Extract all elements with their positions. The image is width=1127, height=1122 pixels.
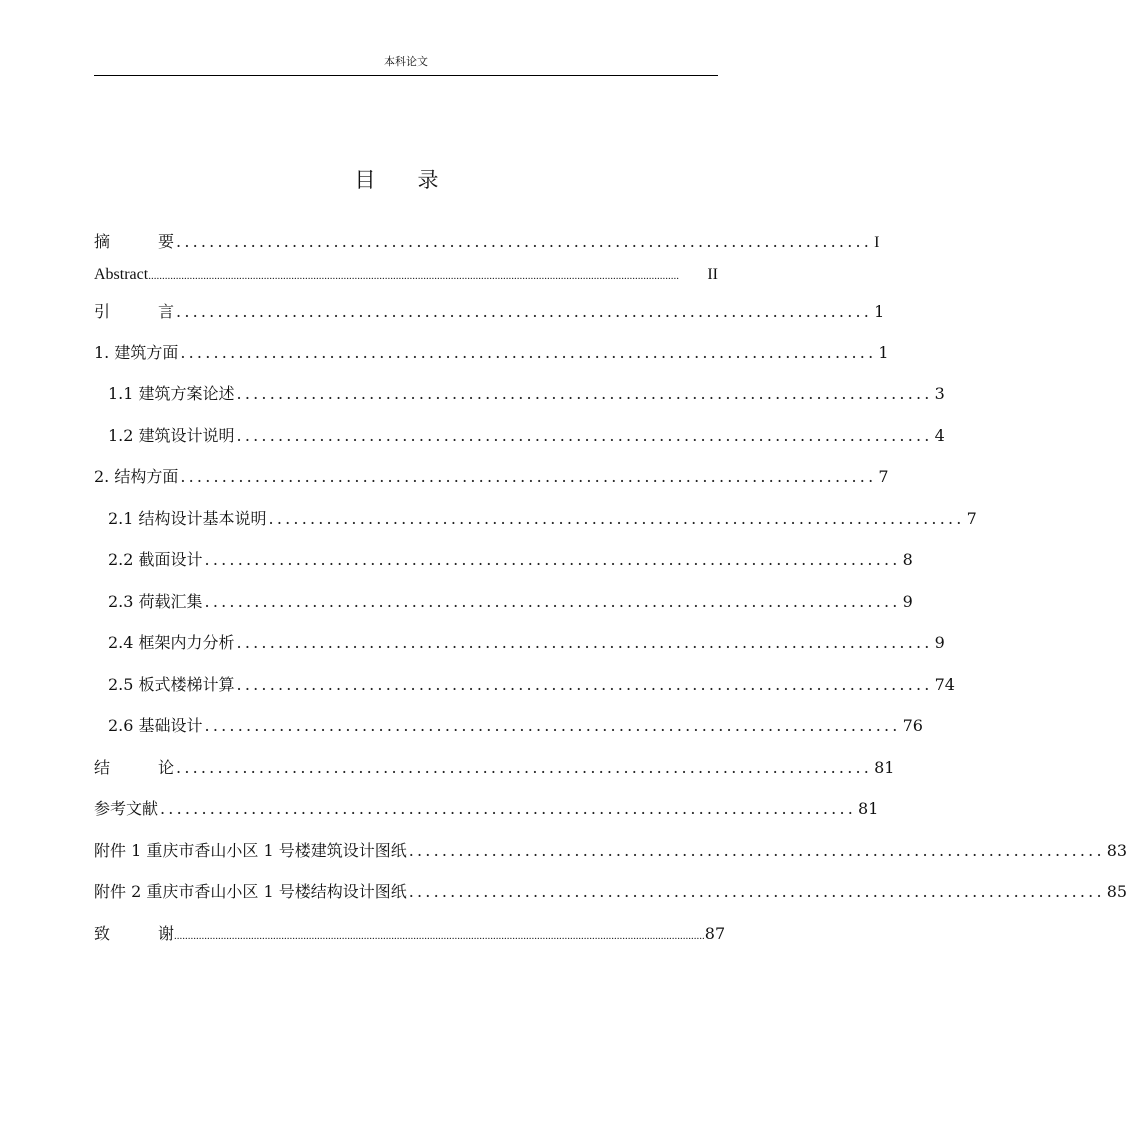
toc-entry-page: 9: [902, 592, 913, 611]
toc-leader-dots: ....................................................................................: [236, 384, 933, 403]
toc-entry-section-1-1[interactable]: [108, 382, 945, 406]
toc-leader-dots: ....................................................................................: [268, 509, 965, 528]
toc-entry-section-2-6[interactable]: [108, 714, 923, 738]
toc-entry-conclusion[interactable]: [94, 756, 895, 780]
toc-entry-section-2-5[interactable]: [108, 673, 955, 697]
toc-entry-page: 3: [934, 384, 945, 403]
toc-entry-page: 74: [934, 675, 955, 694]
toc-entry-page: 7: [878, 467, 889, 486]
toc-entry-label: 附件 2 重庆市香山小区 1 号楼结构设计图纸: [94, 882, 407, 901]
toc-entry-page: 8: [902, 550, 913, 569]
toc-entry-label: 附件 1 重庆市香山小区 1 号楼建筑设计图纸: [94, 841, 407, 860]
toc-leader-dots: ....................................................................................: [204, 716, 901, 735]
toc-entry-label: 2.6 基础设计: [108, 716, 203, 735]
toc-entry-page: 1: [878, 343, 889, 362]
toc-title-char-1: 目: [354, 168, 376, 192]
toc-entry-page: I: [874, 234, 880, 251]
page-header: [94, 55, 718, 76]
toc-title-char-2: 录: [417, 168, 439, 192]
toc-entry-label: 参考文献: [94, 799, 159, 818]
toc-entry-section-1-2[interactable]: [108, 424, 945, 448]
toc-entry-page: 4: [934, 426, 945, 445]
toc-entry-page: II: [707, 266, 718, 283]
toc-leader-dots: ....................................................................................: [176, 758, 873, 777]
toc-entry-abstract-en[interactable]: [94, 263, 718, 287]
toc-leader-dots: ....................................................................................: [408, 841, 1105, 860]
toc-entry-introduction[interactable]: [94, 300, 885, 324]
toc-entry-page: 83: [1106, 841, 1127, 860]
toc-entry-page: 81: [874, 758, 895, 777]
toc-entry-appendix-1[interactable]: [94, 839, 1127, 863]
toc-leader-dots: ....................................................................................: [176, 302, 873, 321]
toc-leader-dots: ....................................................................................: [204, 592, 901, 611]
toc-entry-section-2-1[interactable]: [108, 507, 977, 531]
toc-entry-label: 2.2 截面设计: [108, 550, 203, 569]
toc-leader-dots: ....................................................................................: [180, 343, 877, 362]
toc-entry-appendix-2[interactable]: [94, 880, 1127, 904]
toc-leader-dots: ....................................................................................: [160, 799, 857, 818]
toc-entry-label: 2.4 框架内力分析: [108, 633, 235, 652]
toc-entry-acknowledgements[interactable]: [94, 922, 726, 946]
toc-leader-dots: .................................................................................................................................................................................................: [174, 930, 705, 942]
toc-leader-dots: ....................................................................................: [236, 633, 933, 652]
toc-entry-page: 9: [934, 633, 945, 652]
toc-entry-section-1[interactable]: [94, 341, 889, 365]
toc-leader-dots: .................................................................................................................................................................................................: [148, 270, 679, 282]
toc-entry-label: 1. 建筑方面: [94, 343, 179, 362]
toc-entry-label: 结 论: [94, 758, 175, 777]
toc-entry-label: 1.1 建筑方案论述: [108, 384, 235, 403]
toc-entry-abstract-cn[interactable]: [94, 230, 880, 254]
toc-leader-dots: ....................................................................................: [180, 467, 877, 486]
toc-entry-page: 1: [874, 302, 885, 321]
toc-entry-page: 7: [966, 509, 977, 528]
toc-entry-label: 2.1 结构设计基本说明: [108, 509, 267, 528]
header-text: 本科论文: [384, 55, 428, 68]
toc-entry-label: 2.5 板式楼梯计算: [108, 675, 235, 694]
toc-leader-dots: ....................................................................................: [236, 426, 933, 445]
toc-entry-page: 85: [1106, 882, 1127, 901]
toc-entry-section-2-3[interactable]: [108, 590, 913, 614]
toc-entry-label: 致 谢: [94, 924, 175, 943]
toc-entry-label: 摘 要: [94, 232, 175, 251]
toc-entry-label: 1.2 建筑设计说明: [108, 426, 235, 445]
toc-entry-page: 87: [704, 924, 726, 943]
toc-entry-section-2-4[interactable]: [108, 631, 945, 655]
toc-entry-section-2-2[interactable]: [108, 548, 913, 572]
toc-leader-dots: ....................................................................................: [236, 675, 933, 694]
toc-entry-references[interactable]: [94, 797, 879, 821]
toc-entry-page: 81: [858, 799, 879, 818]
toc-entry-label: Abstract: [94, 266, 149, 283]
toc-entry-page: 76: [902, 716, 923, 735]
toc-leader-dots: ....................................................................................: [408, 882, 1105, 901]
toc-title: [0, 164, 793, 194]
toc-entry-label: 2.3 荷载汇集: [108, 592, 203, 611]
toc-entry-label: 引 言: [94, 302, 175, 321]
toc-leader-dots: ....................................................................................: [204, 550, 901, 569]
toc-entry-section-2[interactable]: [94, 465, 889, 489]
toc-entry-label: 2. 结构方面: [94, 467, 179, 486]
toc-leader-dots: ....................................................................................: [176, 232, 873, 251]
